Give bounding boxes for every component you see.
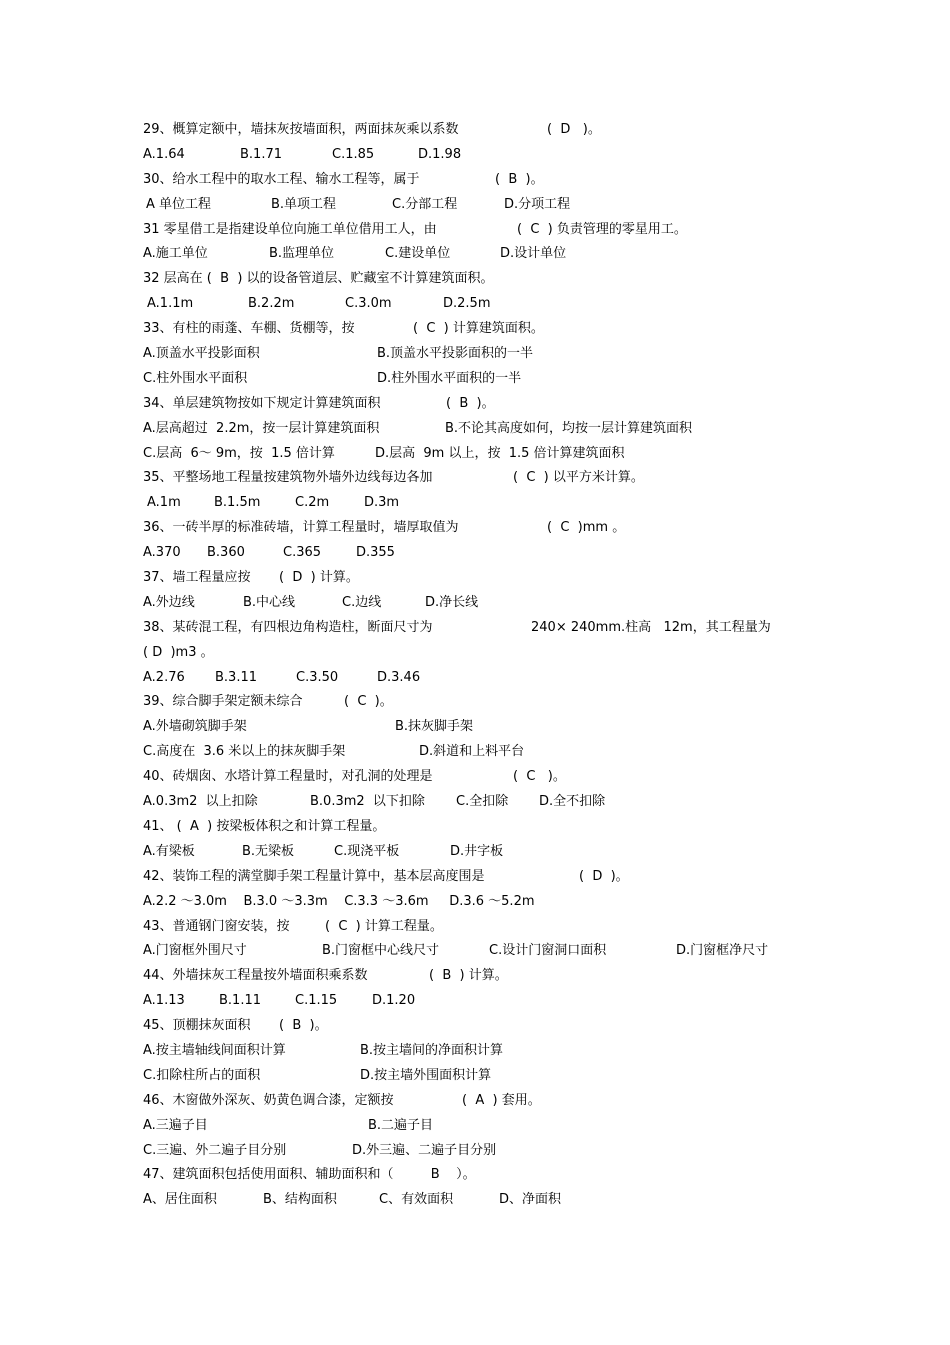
text-segment: ( D )。 xyxy=(579,868,629,884)
text-segment: ( A ) 套用。 xyxy=(462,1092,541,1108)
text-segment: A 单位工程 xyxy=(146,196,212,212)
text-segment: ( B )。 xyxy=(495,171,544,187)
text-line xyxy=(143,1089,823,1114)
text-segment: C.层高 6～ 9m，按 1.5 倍计算 xyxy=(143,445,335,461)
text-line xyxy=(143,641,823,666)
text-segment: A.层高超过 2.2m，按一层计算建筑面积 xyxy=(143,420,380,436)
text-segment: C.3.50 xyxy=(296,669,339,685)
text-segment: D.1.98 xyxy=(418,146,462,162)
text-segment: D.2.5m xyxy=(443,296,491,312)
text-line xyxy=(143,765,823,790)
text-line xyxy=(143,915,823,940)
text-segment: D.3m xyxy=(364,495,400,511)
text-segment: 33、有柱的雨蓬、车棚、货棚等，按 xyxy=(143,321,355,337)
text-segment: A.有梁板 xyxy=(143,843,195,859)
text-segment: 32 层高在 ( B ) 以的设备管道层、贮藏室不计算建筑面积。 xyxy=(143,271,494,287)
text-line xyxy=(143,367,823,392)
text-line xyxy=(143,989,823,1014)
text-segment: ( D )m3 。 xyxy=(143,644,214,660)
text-line xyxy=(143,865,823,890)
text-segment: D.3.46 xyxy=(377,669,421,685)
text-segment: 42、装饰工程的满堂脚手架工程量计算中，基本层高度围是 xyxy=(143,868,485,884)
text-segment: C.全扣除 xyxy=(456,794,509,810)
text-segment: ( C ) 计算建筑面积。 xyxy=(413,321,544,337)
text-segment: ( C ) 计算工程量。 xyxy=(325,918,443,934)
text-segment: A.门窗框外围尺寸 xyxy=(143,943,247,959)
text-segment: 34、单层建筑物按如下规定计算建筑面积 xyxy=(143,395,381,411)
text-segment: C、有效面积 xyxy=(379,1192,454,1208)
text-segment: A.按主墙轴线间面积计算 xyxy=(143,1042,286,1058)
text-line xyxy=(143,516,823,541)
text-segment: C.365 xyxy=(283,545,322,561)
text-segment: 29、概算定额中，墙抹灰按墙面积，两面抹灰乘以系数 xyxy=(143,122,459,137)
text-segment: D.外三遍、二遍子目分别 xyxy=(352,1142,497,1158)
text-line xyxy=(143,466,823,491)
text-segment: 47、建筑面积包括使用面积、辅助面积和（ B ）。 xyxy=(143,1167,476,1183)
text-line xyxy=(143,143,823,168)
text-line xyxy=(143,939,823,964)
text-line xyxy=(143,1139,823,1164)
text-segment: 38、某砖混工程，有四根边角构造柱，断面尺寸为 xyxy=(143,619,433,635)
text-line xyxy=(143,666,823,691)
text-segment: C.3.0m xyxy=(345,296,392,312)
text-line xyxy=(143,616,823,641)
text-segment: 44、外墙抹灰工程量按外墙面积乘系数 xyxy=(143,968,368,984)
text-segment: ( C ) 以平方米计算。 xyxy=(513,470,644,486)
text-segment: D.斜道和上料平台 xyxy=(419,744,525,760)
text-line xyxy=(143,541,823,566)
text-line xyxy=(143,491,823,516)
text-line xyxy=(143,840,823,865)
text-segment: 30、给水工程中的取水工程、输水工程等，属于 xyxy=(143,171,420,187)
text-segment: C.设计门窗洞口面积 xyxy=(489,943,607,959)
text-line xyxy=(143,118,823,143)
text-segment: C.扣除柱所占的面积 xyxy=(143,1067,261,1083)
text-segment: 37、墙工程量应按 xyxy=(143,570,251,586)
text-segment: B.不论其高度如何，均按一层计算建筑面积 xyxy=(445,420,693,436)
text-segment: C.建设单位 xyxy=(385,246,451,262)
text-segment: A.1.64 xyxy=(143,146,185,162)
text-line xyxy=(143,1163,823,1188)
text-line xyxy=(143,964,823,989)
text-segment: B.监理单位 xyxy=(269,246,335,262)
text-segment: B.二遍子目 xyxy=(368,1117,434,1133)
text-segment: C.三遍、外二遍子目分别 xyxy=(143,1142,287,1158)
text-segment: C.高度在 3.6 米以上的抹灰脚手架 xyxy=(143,744,346,760)
text-segment: ( B )。 xyxy=(446,395,495,411)
text-segment: D.全不扣除 xyxy=(539,794,606,810)
text-segment: B.无梁板 xyxy=(242,843,295,859)
text-segment: B.0.3m2 以下扣除 xyxy=(310,794,425,810)
text-line xyxy=(143,790,823,815)
text-line xyxy=(143,1064,823,1089)
text-segment: B.单项工程 xyxy=(271,196,337,212)
text-segment: D.分项工程 xyxy=(504,196,571,212)
text-line xyxy=(143,267,823,292)
text-segment: B.360 xyxy=(207,545,245,561)
text-segment: C.现浇平板 xyxy=(334,843,400,859)
text-segment: A.1.13 xyxy=(143,993,185,1009)
text-segment: B.顶盖水平投影面积的一半 xyxy=(377,346,534,362)
text-line xyxy=(143,890,823,915)
text-segment: A.1m xyxy=(147,495,181,511)
text-segment: D.层高 9m 以上，按 1.5 倍计算建筑面积 xyxy=(375,445,625,461)
text-line xyxy=(143,1188,823,1213)
text-segment: ( D ) 计算。 xyxy=(279,570,359,586)
text-segment: D.柱外围水平面积的一半 xyxy=(377,370,522,386)
text-segment: 36、一砖半厚的标准砖墙，计算工程量时，墙厚取值为 xyxy=(143,520,459,536)
text-segment: A.三遍子目 xyxy=(143,1117,208,1133)
text-segment: B.中心线 xyxy=(243,594,296,610)
text-line xyxy=(143,317,823,342)
text-segment: D.按主墙外围面积计算 xyxy=(360,1067,492,1083)
text-line xyxy=(143,417,823,442)
text-segment: ( C )。 xyxy=(513,769,566,785)
text-segment: D.1.20 xyxy=(372,993,416,1009)
text-segment: B.3.11 xyxy=(215,669,257,685)
text-segment: C.2m xyxy=(295,495,330,511)
text-segment: A.2.76 xyxy=(143,669,185,685)
text-segment: 39、综合脚手架定额未综合 xyxy=(143,694,303,710)
text-line xyxy=(143,218,823,243)
text-segment: C.边线 xyxy=(342,594,382,610)
text-line xyxy=(143,566,823,591)
text-segment: A.外墙砌筑脚手架 xyxy=(143,719,247,735)
text-segment: 45、顶棚抹灰面积 xyxy=(143,1018,251,1034)
text-segment: B.2.2m xyxy=(248,296,295,312)
text-line xyxy=(143,740,823,765)
text-segment: A.顶盖水平投影面积 xyxy=(143,346,260,362)
text-line xyxy=(143,1014,823,1039)
text-segment: 31 零星借工是指建设单位向施工单位借用工人，由 xyxy=(143,221,437,237)
text-segment: B、结构面积 xyxy=(263,1192,337,1208)
text-segment: A.2.2 ～3.0m B.3.0 ～3.3m C.3.3 ～3.6m D.3.6 ～5.2m xyxy=(143,893,535,909)
text-segment: D、净面积 xyxy=(499,1192,562,1208)
text-segment: 35、平整场地工程量按建筑物外墙外边线每边各加 xyxy=(143,470,433,486)
text-line xyxy=(143,715,823,740)
question-list xyxy=(143,118,823,1213)
text-line xyxy=(143,168,823,193)
text-segment: A.0.3m2 以上扣除 xyxy=(143,794,258,810)
text-segment: ( B )。 xyxy=(279,1018,328,1034)
text-segment: C.1.15 xyxy=(295,993,338,1009)
text-segment: D.井字板 xyxy=(450,843,504,859)
text-segment: ( C )。 xyxy=(344,694,393,710)
text-segment: B.1.11 xyxy=(219,993,261,1009)
text-segment: A.施工单位 xyxy=(143,246,208,262)
text-segment: B.1.71 xyxy=(240,146,282,162)
text-line xyxy=(143,1114,823,1139)
text-segment: ( D )。 xyxy=(547,122,601,137)
text-line xyxy=(143,690,823,715)
text-segment: D.净长线 xyxy=(425,594,479,610)
text-line xyxy=(143,591,823,616)
text-segment: 40、砖烟囱、水塔计算工程量时，对孔洞的处理是 xyxy=(143,769,433,785)
text-segment: A.外边线 xyxy=(143,594,195,610)
text-segment: D.355 xyxy=(356,545,395,561)
text-line xyxy=(143,442,823,467)
text-line xyxy=(143,292,823,317)
text-segment: 41、 ( A ) 按梁板体积之和计算工程量。 xyxy=(143,818,386,834)
text-segment: D.门窗框净尺寸 xyxy=(676,943,769,959)
text-segment: A.1.1m xyxy=(147,296,194,312)
text-line xyxy=(143,242,823,267)
text-line xyxy=(143,1039,823,1064)
text-segment: B.按主墙间的净面积计算 xyxy=(360,1042,504,1058)
text-line xyxy=(143,342,823,367)
text-line xyxy=(143,815,823,840)
text-segment: ( B ) 计算。 xyxy=(429,968,508,984)
text-segment: 46、木窗做外深灰、奶黄色调合漆，定额按 xyxy=(143,1092,394,1108)
text-line xyxy=(143,193,823,218)
text-segment: B.抹灰脚手架 xyxy=(395,719,474,735)
text-segment: B.门窗框中心线尺寸 xyxy=(322,943,440,959)
text-segment: A.370 xyxy=(143,545,181,561)
text-segment: C.分部工程 xyxy=(392,196,458,212)
text-segment: B.1.5m xyxy=(214,495,261,511)
text-line xyxy=(143,392,823,417)
text-segment: A、居住面积 xyxy=(143,1192,217,1208)
text-segment: C.柱外围水平面积 xyxy=(143,370,248,386)
text-segment: C.1.85 xyxy=(332,146,375,162)
text-segment: D.设计单位 xyxy=(500,246,567,262)
text-segment: 43、普通钢门窗安装，按 xyxy=(143,918,290,934)
text-segment: ( C )mm 。 xyxy=(547,520,626,536)
text-segment: 240× 240mm.柱高 12m，其工程量为 xyxy=(531,619,771,635)
text-segment: ( C ) 负责管理的零星用工。 xyxy=(517,221,687,237)
